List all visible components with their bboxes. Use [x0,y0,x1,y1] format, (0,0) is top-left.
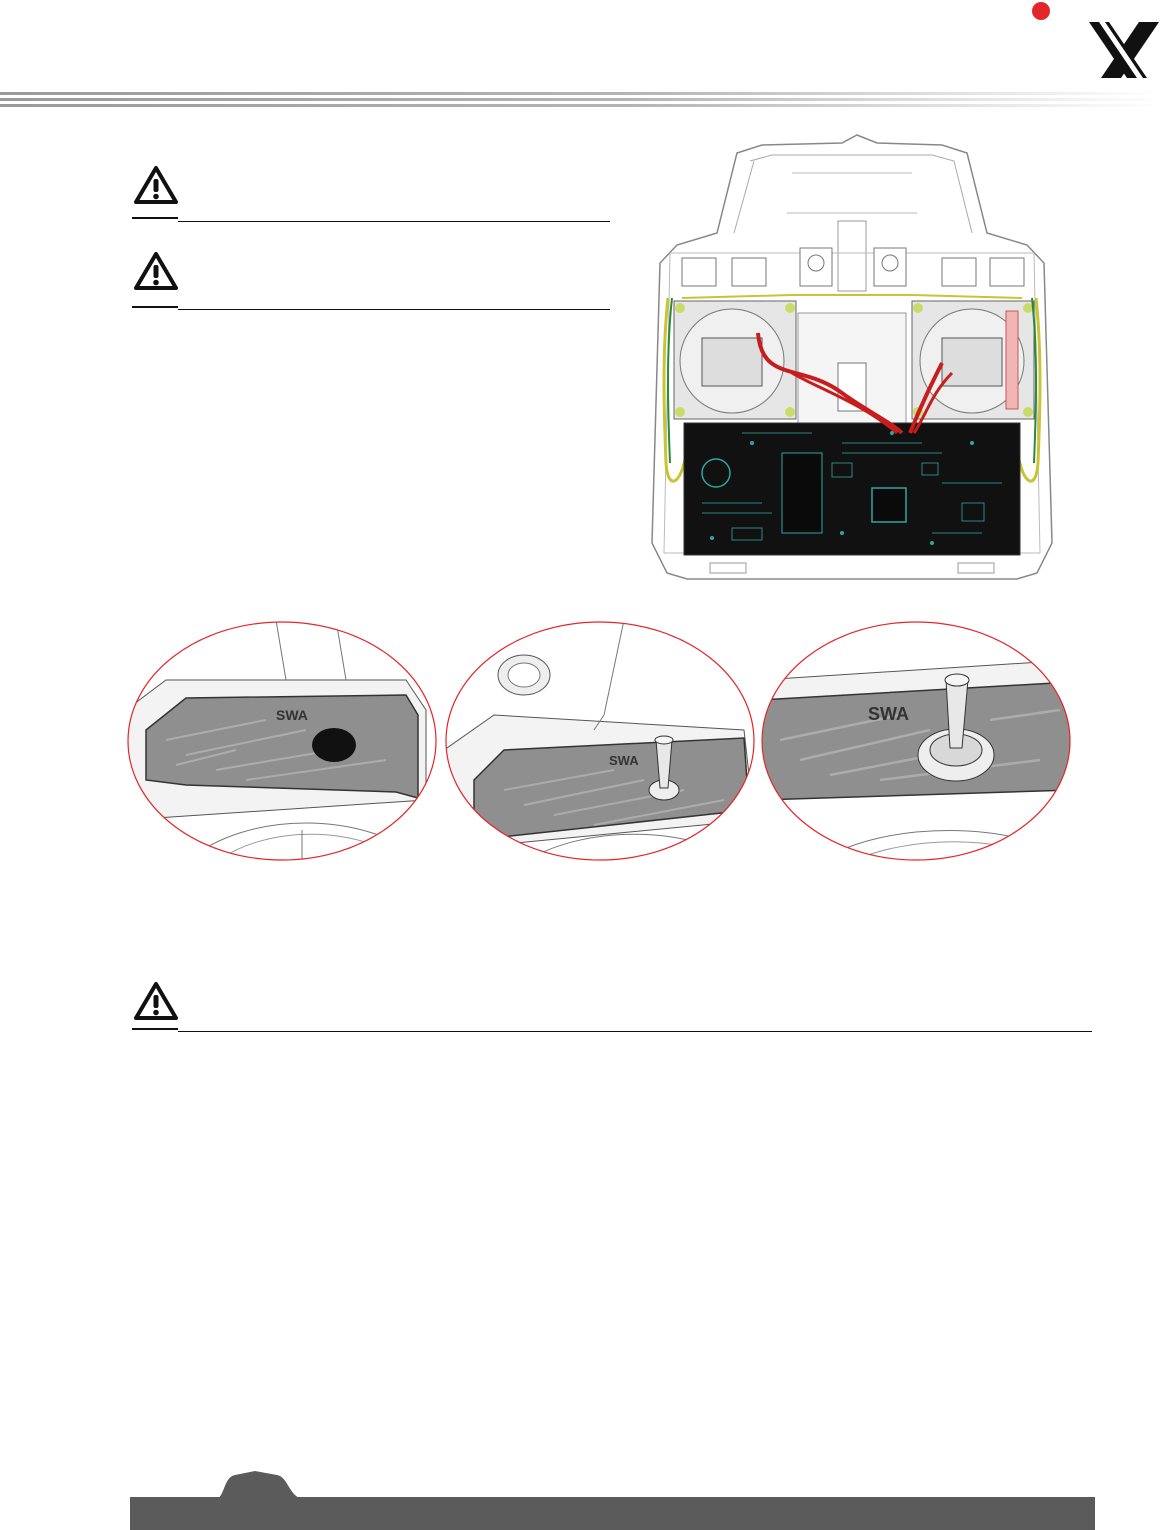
footer-bar [130,1497,1095,1530]
warning-underline [132,217,178,219]
brand-red-dot [1032,2,1050,20]
transmitter-internal-diagram [642,133,1062,585]
warning-underline [132,1028,178,1030]
warning-underline [132,306,178,308]
switch-closeup-detail [760,620,1072,862]
switch-inserted-detail [444,620,756,862]
warning-triangle-icon [132,162,180,210]
footer-tab [215,1471,305,1499]
switch-hole-detail [126,620,438,862]
header-rule [0,92,1163,110]
switch-label: SWA [276,707,308,723]
warning-rule [178,309,610,310]
warning-rule [178,221,610,222]
switch-label: SWA [609,753,639,768]
warning-rule [178,1031,1092,1032]
switch-label: SWA [868,704,910,724]
x-brand-logo [1085,20,1163,80]
warning-triangle-icon [132,978,180,1026]
warning-triangle-icon [132,248,180,296]
